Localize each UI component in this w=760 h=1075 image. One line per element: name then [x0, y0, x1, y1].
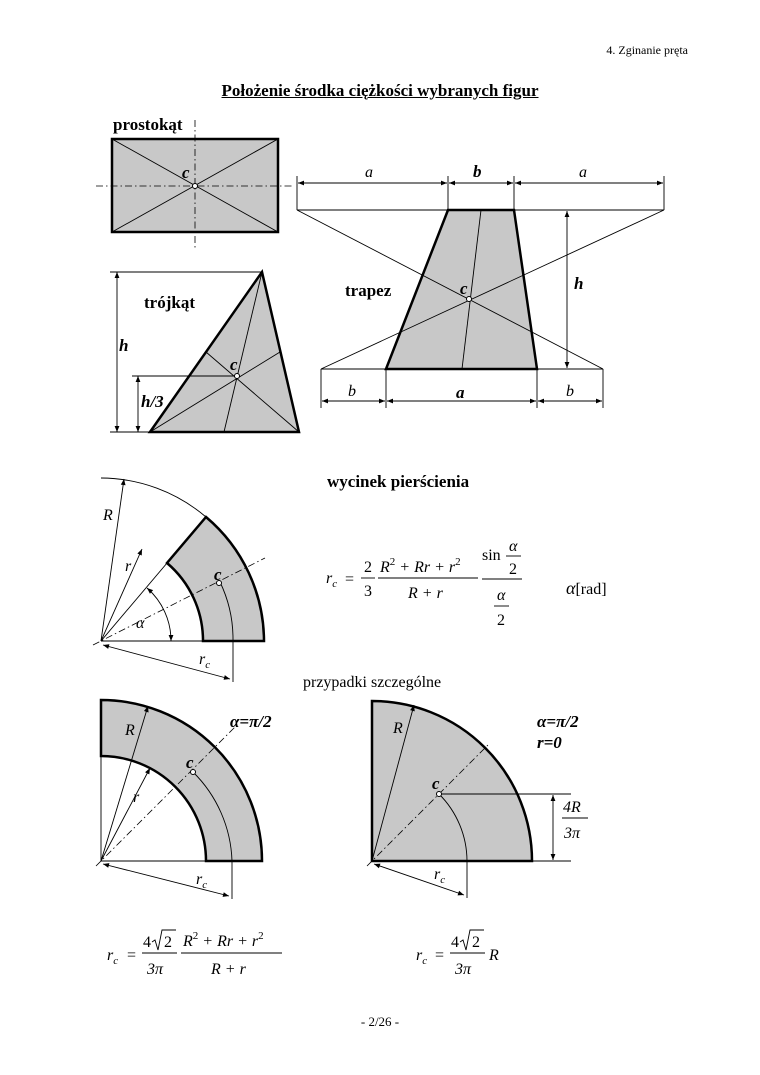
- formula-main-sin: sin: [482, 547, 501, 564]
- chapter-header: 4. Zginanie pręta: [606, 43, 688, 57]
- formula-main-alpha-num: α: [497, 587, 506, 604]
- triangle-centroid: [235, 374, 240, 379]
- case1-R-label: R: [125, 722, 135, 739]
- triangle-name: trójkąt: [144, 293, 195, 312]
- formula-main: [326, 538, 607, 629]
- formula-main-alpha-den: 2: [497, 612, 505, 629]
- ring-sector-R-arrow: [101, 479, 124, 641]
- case2-rc-label: $r_c$: [434, 866, 446, 886]
- case1-rc-dimension: [103, 864, 229, 896]
- trapezoid-label-b-top: b: [473, 162, 482, 181]
- rectangle-centroid-label: c: [182, 163, 190, 182]
- case1-formula: [107, 930, 282, 978]
- case1-rc-label: $r_c$: [196, 871, 208, 891]
- rectangle-figure: [96, 115, 294, 248]
- formula-main-denominator: R + r: [408, 585, 443, 602]
- case1-formula-coef-a: 4: [143, 934, 151, 951]
- case2-r-zero-label: r=0: [537, 733, 562, 752]
- triangle-third-label: h/3: [141, 392, 164, 411]
- trapezoid-centroid-label: c: [460, 279, 468, 298]
- case1-angle-label: α=π/2: [230, 712, 272, 731]
- formula-main-eq: =: [345, 571, 355, 588]
- page-title: Położenie środka ciężkości wybranych figur: [221, 81, 539, 100]
- case2-formula-lhs: $r_c$: [416, 947, 428, 967]
- trapezoid-label-a-right: a: [579, 164, 587, 181]
- case1-centroid-label: c: [186, 753, 194, 772]
- case2-formula-tail: R: [489, 947, 499, 964]
- trapezoid-height-label: h: [574, 274, 584, 293]
- rectangle-centroid: [193, 184, 198, 189]
- special-cases-label: przypadki szczególne: [303, 674, 442, 691]
- page-number: - 2/26 -: [360, 1014, 400, 1029]
- ring-sector-centroid-label: c: [214, 565, 222, 584]
- case2-dist-den: 3π: [564, 825, 581, 842]
- case2-angle-label: α=π/2: [537, 712, 579, 731]
- case1-formula-lhs: $r_c$: [107, 947, 119, 967]
- case2-formula: [416, 930, 499, 978]
- formula-main-unit: α[rad]: [566, 578, 607, 598]
- ring-sector-R-label: R: [103, 507, 113, 524]
- triangle-centroid-label: c: [230, 355, 238, 374]
- ring-sector-name: wycinek pierścienia: [327, 472, 470, 491]
- formula-main-lhs: $r_c$: [326, 570, 338, 590]
- case1-r-arrow: [101, 768, 150, 861]
- case1-figure: [96, 700, 272, 899]
- trapezoid-label-b-bottom-left: b: [348, 383, 356, 400]
- trapezoid-label-b-bottom-right: b: [566, 383, 574, 400]
- formula-main-sin-den: 2: [509, 561, 517, 578]
- trapezoid-label-a-bottom: a: [456, 383, 465, 402]
- ring-sector-rc-dimension: [103, 645, 230, 679]
- triangle-height-label: h: [119, 336, 129, 355]
- trapezoid-name: trapez: [345, 281, 392, 300]
- case1-formula-eq: =: [127, 947, 137, 964]
- case2-figure: [367, 701, 588, 898]
- ring-sector-rc-label: $r_c$: [199, 651, 211, 671]
- case2-formula-coef-sqrt: 2: [472, 934, 480, 951]
- case2-centroid-label: c: [432, 774, 440, 793]
- rectangle-name: prostokąt: [113, 115, 183, 134]
- formula-main-coef-num: 2: [364, 559, 372, 576]
- case1-formula-coef-den: 3π: [147, 961, 164, 978]
- case2-rc-dimension: [374, 864, 464, 895]
- case2-R-label: R: [393, 720, 403, 737]
- formula-main-sin-num: α: [509, 538, 518, 555]
- case1-formula-coef-sqrt: 2: [164, 934, 172, 951]
- ring-sector-alpha-label: α: [136, 615, 145, 632]
- case2-formula-coef-den: 3π: [455, 961, 472, 978]
- formula-main-numerator: $R^2 + Rr + r^2$: [380, 556, 461, 576]
- case1-r-label: r: [133, 789, 140, 806]
- ring-sector-figure: [93, 472, 470, 682]
- case2-formula-eq: =: [435, 947, 445, 964]
- formula-main-coef-den: 3: [364, 583, 372, 600]
- ring-sector-angle-arc: [147, 588, 171, 641]
- case2-dist-num: 4R: [563, 799, 581, 816]
- trapezoid-label-a-left: a: [365, 164, 373, 181]
- triangle-figure: [110, 272, 299, 432]
- case1-formula-numerator: $R^2 + Rr + r^2$: [183, 930, 264, 950]
- case2-formula-coef-a: 4: [451, 934, 459, 951]
- trapezoid-figure: [297, 162, 664, 408]
- ring-sector-r-label: r: [125, 558, 132, 575]
- case1-formula-denominator: R + r: [211, 961, 246, 978]
